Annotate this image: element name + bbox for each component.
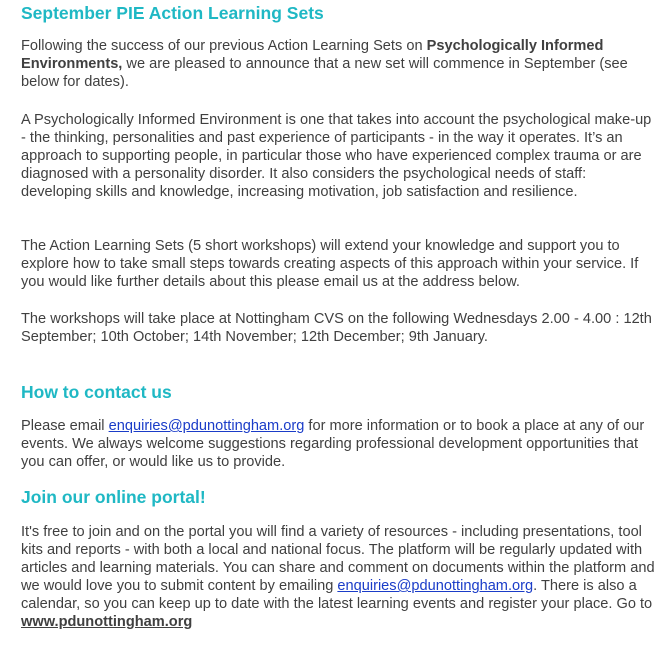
contact-text-start: Please email [21, 418, 109, 434]
portal-website-link[interactable]: www.pdunottingham.org [21, 614, 193, 630]
workshop-dates-paragraph: The workshops will take place at Nottingham CVS on the following Wednesdays 2.00 - 4.00 : 12th September; 10th October; 14th November; 12th December; 9th January. [21, 311, 652, 345]
portal-heading: Join our online portal! [21, 487, 206, 507]
september-heading: September PIE Action Learning Sets [21, 3, 324, 23]
contact-heading: How to contact us [21, 382, 172, 402]
contact-paragraph [21, 417, 657, 471]
portal-text-middle: . There is also a calendar, so you can keep up to date with the latest learning events and register your place. Go to [21, 578, 653, 612]
pie-definition-paragraph: A Psychologically Informed Environment is one that takes into account the psychological make-up - the thinking, personalities and past experience of participants - in the way it operates. It’s an approach to supporting people, in particular those who have experienced complex trauma or are diagnosed with a personality disorder. It also considers the psychological needs of staff: developing skills and knowledge, increasing motivation, job satisfaction and resilience. [21, 112, 652, 200]
portal-paragraph [21, 523, 657, 631]
intro-bold-topic: Psychologically Informed Environments, [21, 38, 604, 72]
action-learning-sets-paragraph: The Action Learning Sets (5 short workshops) will extend your knowledge and support you to explore how to take small steps towards creating aspects of this approach within your service. If you would like further details about this please email us at the address below. [21, 238, 639, 290]
intro-paragraph [21, 37, 657, 91]
intro-text-end: we are pleased to announce that a new set will commence in September (see below for dates). [21, 56, 628, 90]
contact-email-link[interactable]: enquiries@pdunottingham.org [108, 418, 305, 434]
contact-text-end: for more information or to book a place at any of our events. We always welcome suggestions regarding professional development opportunities that you can offer, or would like us to provide. [21, 418, 645, 470]
portal-email-link[interactable]: enquiries@pdunottingham.org [337, 578, 534, 594]
intro-text-start: Following the success of our previous Action Learning Sets on [21, 38, 427, 54]
portal-text-start: It's free to join and on the portal you will find a variety of resources - including presentations, tool kits and reports - with both a local and national focus. The platform will be regularly updated with articles and learning materials. You can share and comment on documents within the platform and we would love you to submit content by emailing [21, 524, 655, 594]
